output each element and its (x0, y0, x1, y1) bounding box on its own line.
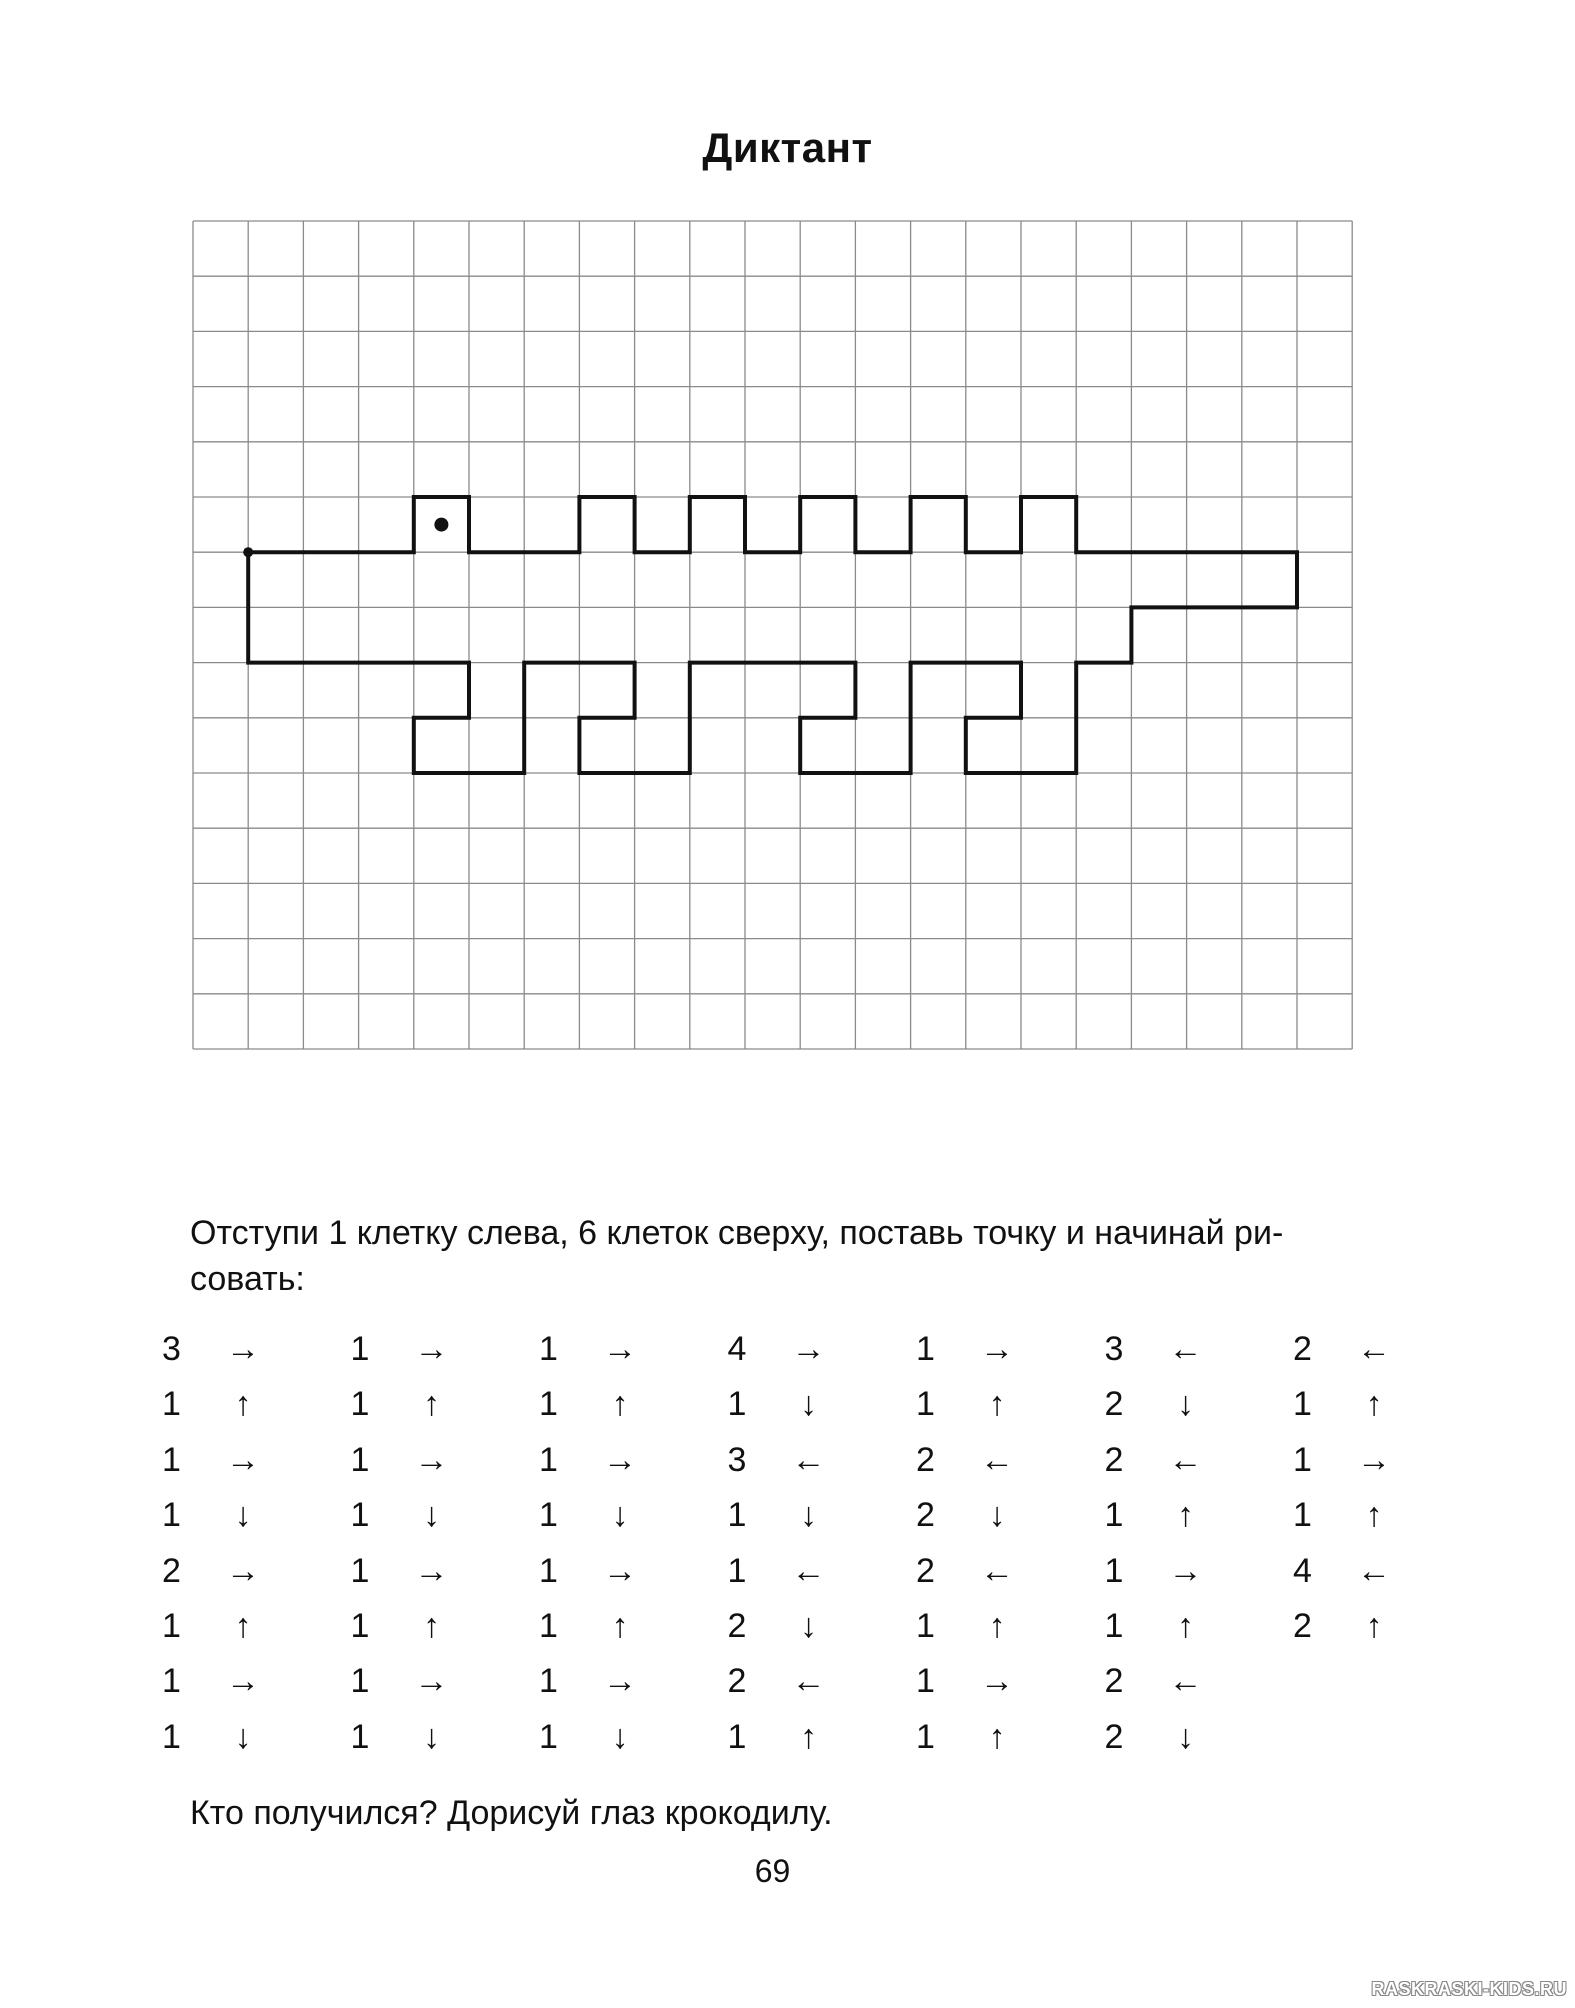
step-item (349, 1433, 509, 1488)
step-arrow-icon: ↑ (423, 1385, 440, 1424)
step-count: 1 (916, 1607, 935, 1645)
step-arrow-icon: ↓ (800, 1385, 817, 1424)
instruction-line-1: Отступи 1 клетку слева, 6 клеток сверху, поставь точку и начинай ри- (190, 1214, 1284, 1252)
step-count: 2 (162, 1551, 181, 1590)
step-count: 1 (1293, 1440, 1312, 1479)
step-item (537, 1654, 697, 1709)
question-text: Кто получился? Дорисуй глаз крокодилу. (190, 1794, 833, 1832)
step-arrow-icon: ← (1357, 1330, 1391, 1368)
step-count: 1 (350, 1385, 370, 1424)
step-item (914, 1433, 1074, 1488)
step-item (1291, 1433, 1451, 1488)
step-arrow-icon: → (603, 1330, 637, 1368)
step-arrow-icon: ↑ (611, 1607, 629, 1645)
step-item (160, 1654, 320, 1709)
step-item (1103, 1599, 1263, 1654)
step-arrow-icon: ↓ (1177, 1385, 1194, 1424)
step-item (914, 1654, 1074, 1709)
step-arrow-icon: ↓ (611, 1496, 629, 1535)
step-arrow-icon: ↑ (234, 1385, 252, 1424)
step-arrow-icon: → (414, 1440, 449, 1479)
step-arrow-icon: ↑ (988, 1607, 1006, 1645)
step-count: 1 (539, 1662, 558, 1701)
step-count: 1 (350, 1662, 370, 1701)
step-count: 1 (350, 1607, 370, 1645)
step-arrow-icon: ↑ (234, 1607, 252, 1645)
step-count: 1 (727, 1717, 747, 1756)
step-arrow-icon: ↑ (988, 1385, 1006, 1424)
step-count: 1 (916, 1662, 935, 1701)
step-arrow-icon: ← (1168, 1330, 1203, 1368)
step-item (914, 1599, 1074, 1654)
step-arrow-icon: → (414, 1662, 449, 1701)
step-item (349, 1544, 509, 1599)
step-count: 1 (916, 1717, 935, 1756)
step-count: 1 (350, 1496, 370, 1535)
step-arrow-icon: ← (1357, 1551, 1391, 1590)
step-item (914, 1488, 1074, 1543)
watermark: RASKRASKI-KIDS.RU (1371, 1979, 1567, 1999)
step-arrow-icon: ← (791, 1662, 826, 1701)
step-item (349, 1710, 509, 1765)
step-arrow-icon: ↓ (1177, 1717, 1194, 1756)
step-arrow-icon: ← (1168, 1440, 1203, 1479)
step-item (537, 1710, 697, 1765)
step-arrow-icon: ← (791, 1551, 826, 1590)
step-count: 1 (162, 1496, 181, 1535)
step-item (160, 1488, 320, 1543)
step-arrow-icon: ↑ (423, 1607, 440, 1645)
step-arrow-icon: → (414, 1330, 449, 1368)
step-arrow-icon: ↑ (988, 1717, 1006, 1756)
step-arrow-icon: → (226, 1440, 260, 1479)
step-count: 2 (727, 1607, 747, 1645)
step-item (160, 1322, 320, 1377)
step-arrow-icon: → (226, 1551, 260, 1590)
step-item (1291, 1544, 1451, 1599)
step-count: 1 (162, 1607, 181, 1645)
step-count: 2 (1293, 1607, 1312, 1645)
step-count: 2 (1104, 1717, 1124, 1756)
step-count: 1 (539, 1607, 558, 1645)
step-count: 1 (539, 1330, 558, 1368)
page-title: Диктант (702, 124, 873, 171)
step-item (1291, 1488, 1451, 1543)
step-arrow-icon: → (414, 1551, 449, 1590)
step-count: 1 (539, 1440, 558, 1479)
step-count: 1 (539, 1496, 558, 1535)
step-arrow-icon: → (603, 1662, 637, 1701)
step-item (349, 1488, 509, 1543)
step-item (349, 1377, 509, 1432)
step-item (160, 1544, 320, 1599)
step-arrow-icon: → (603, 1440, 637, 1479)
step-count: 1 (1293, 1385, 1312, 1424)
step-count: 1 (1104, 1551, 1124, 1590)
step-item (914, 1377, 1074, 1432)
step-item (726, 1710, 886, 1765)
step-arrow-icon: ↑ (1365, 1496, 1383, 1535)
step-count: 3 (1104, 1330, 1124, 1368)
step-item (914, 1322, 1074, 1377)
step-arrow-icon: ← (980, 1440, 1014, 1479)
step-item (914, 1710, 1074, 1765)
step-count: 1 (162, 1662, 181, 1701)
step-count: 1 (350, 1551, 370, 1590)
crocodile-eye (434, 518, 448, 532)
step-item (537, 1377, 697, 1432)
step-count: 4 (1293, 1551, 1312, 1590)
step-count: 4 (727, 1330, 747, 1368)
step-count: 2 (1293, 1330, 1312, 1368)
step-count: 3 (162, 1330, 181, 1368)
step-item (349, 1654, 509, 1709)
step-item (1103, 1488, 1263, 1543)
step-count: 1 (727, 1551, 747, 1590)
instruction-line-2: совать: (190, 1260, 305, 1298)
step-count: 1 (1104, 1607, 1124, 1645)
step-arrow-icon: → (226, 1330, 260, 1368)
step-count: 1 (162, 1440, 181, 1479)
step-item (537, 1488, 697, 1543)
step-item (1103, 1544, 1263, 1599)
step-count: 2 (916, 1496, 935, 1535)
step-arrow-icon: → (1357, 1440, 1391, 1479)
step-count: 2 (1104, 1662, 1124, 1701)
step-item (1103, 1433, 1263, 1488)
step-arrow-icon: ↓ (611, 1717, 629, 1756)
crocodile-outline (248, 497, 1297, 773)
step-item (537, 1433, 697, 1488)
step-count: 2 (727, 1662, 747, 1701)
step-item (726, 1599, 886, 1654)
step-count: 1 (916, 1330, 935, 1368)
step-count: 1 (1104, 1496, 1124, 1535)
step-item (726, 1654, 886, 1709)
step-count: 2 (1104, 1440, 1124, 1479)
step-item (726, 1433, 886, 1488)
step-arrow-icon: ↑ (1365, 1607, 1383, 1645)
step-arrow-icon: → (1168, 1551, 1203, 1590)
step-item (160, 1377, 320, 1432)
step-item (160, 1710, 320, 1765)
step-arrow-icon: ↓ (423, 1717, 440, 1756)
step-arrow-icon: → (226, 1662, 260, 1701)
instruction-text (190, 1210, 1405, 1302)
step-item (537, 1599, 697, 1654)
step-arrow-icon: ↓ (234, 1496, 252, 1535)
start-point (243, 547, 253, 557)
step-count: 1 (916, 1385, 935, 1424)
step-item (1291, 1322, 1451, 1377)
step-item (726, 1322, 886, 1377)
step-arrow-icon: ↑ (1177, 1607, 1194, 1645)
step-count: 1 (1293, 1496, 1312, 1535)
step-count: 1 (350, 1717, 370, 1756)
step-arrow-icon: ↑ (611, 1385, 629, 1424)
step-item (1103, 1710, 1263, 1765)
step-arrow-icon: ↑ (1177, 1496, 1194, 1535)
step-count: 2 (916, 1440, 935, 1479)
step-arrow-icon: → (791, 1330, 826, 1368)
step-count: 1 (727, 1385, 747, 1424)
step-item (537, 1322, 697, 1377)
step-arrow-icon: ← (1168, 1662, 1203, 1701)
step-item (1103, 1322, 1263, 1377)
step-count: 1 (539, 1717, 558, 1756)
step-count: 1 (162, 1717, 181, 1756)
step-arrow-icon: ↓ (800, 1496, 817, 1535)
step-item (726, 1377, 886, 1432)
step-arrow-icon: → (603, 1551, 637, 1590)
step-item (914, 1544, 1074, 1599)
step-item (1291, 1377, 1451, 1432)
step-arrow-icon: ↑ (1365, 1385, 1383, 1424)
step-item (1103, 1377, 1263, 1432)
step-item (349, 1599, 509, 1654)
step-count: 3 (727, 1440, 747, 1479)
page-number: 69 (754, 1853, 791, 1889)
step-item (349, 1322, 509, 1377)
step-item (1291, 1599, 1451, 1654)
step-arrow-icon: → (980, 1662, 1014, 1701)
step-count: 1 (350, 1440, 370, 1479)
step-count: 1 (539, 1385, 558, 1424)
step-count: 2 (1104, 1385, 1124, 1424)
step-item (160, 1599, 320, 1654)
step-arrow-icon: ↓ (988, 1496, 1006, 1535)
step-item (726, 1544, 886, 1599)
grid-lines (193, 221, 1352, 1049)
step-count: 1 (539, 1551, 558, 1590)
step-arrow-icon: ↑ (800, 1717, 817, 1756)
step-item (537, 1544, 697, 1599)
step-arrow-icon: ↓ (800, 1607, 817, 1645)
step-count: 1 (350, 1330, 370, 1368)
step-arrow-icon: ↓ (423, 1496, 440, 1535)
step-arrow-icon: ← (791, 1440, 826, 1479)
step-count: 1 (727, 1496, 747, 1535)
step-item (160, 1433, 320, 1488)
step-arrow-icon: → (980, 1330, 1014, 1368)
step-arrow-icon: ← (980, 1551, 1014, 1590)
step-item (726, 1488, 886, 1543)
step-arrow-icon: ↓ (234, 1717, 252, 1756)
step-count: 2 (916, 1551, 935, 1590)
step-item (1103, 1654, 1263, 1709)
step-count: 1 (162, 1385, 181, 1424)
